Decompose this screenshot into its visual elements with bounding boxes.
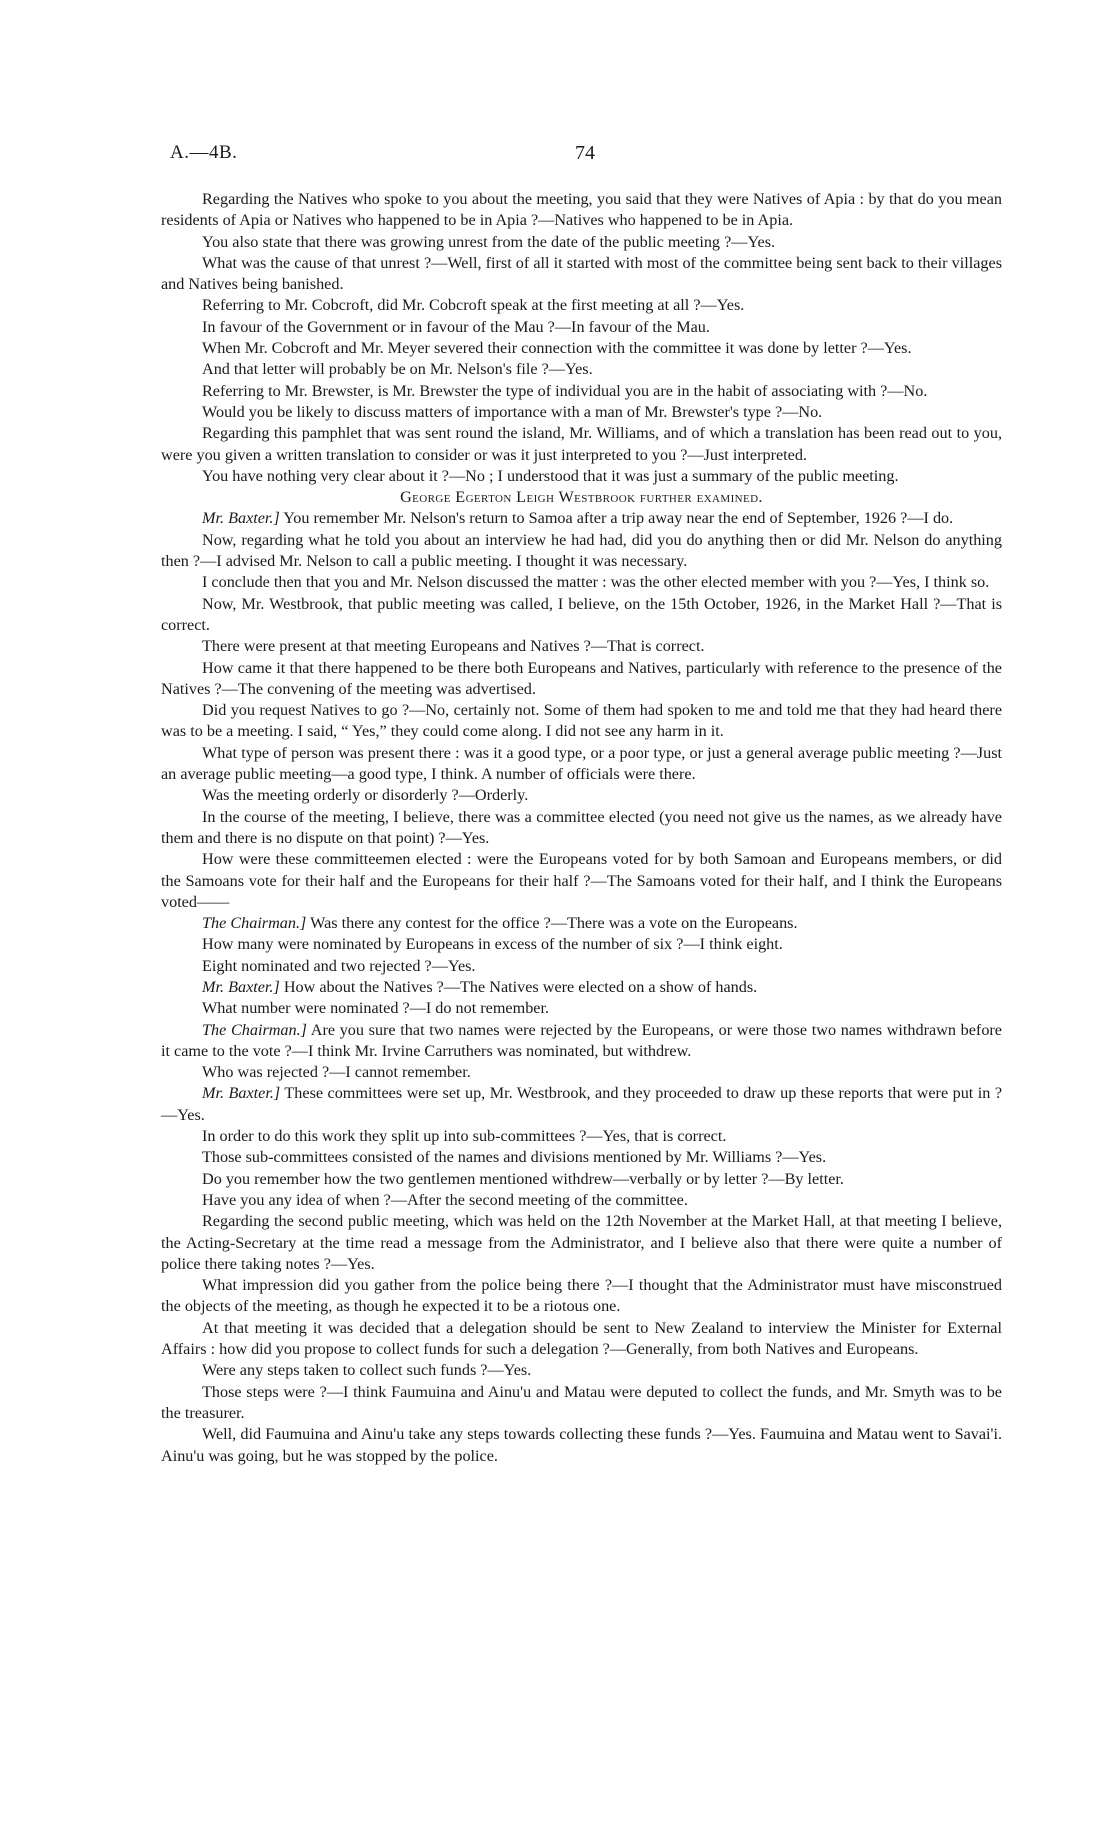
document-reference: A.—4B.	[170, 142, 238, 163]
transcript-paragraph	[161, 1147, 1002, 1168]
transcript-paragraph	[161, 700, 1002, 743]
paragraph-text: What was the cause of that unrest ?—Well, first of all it started with most of the committee being sent back to their villages and Natives being banished.	[161, 253, 1002, 294]
paragraph-text: Regarding the second public meeting, which was held on the 12th November at the Market Hall, at that meeting I believe, the Acting-Secretary at the time read a message from the Administrator, and I believe also that there were quite a number of police there taking notes ?—Yes.	[161, 1212, 1002, 1273]
transcript-paragraph	[161, 743, 1002, 786]
transcript-paragraph	[161, 1318, 1002, 1361]
paragraph-text: And that letter will probably be on Mr. Nelson's file ?—Yes.	[202, 360, 593, 379]
speaker-label: The Chairman.]	[202, 914, 307, 933]
transcript-paragraph	[161, 295, 1002, 316]
transcript-paragraph	[161, 849, 1002, 913]
paragraph-text: Well, did Faumuina and Ainu'u take any steps towards collecting these funds ?—Yes. Faumuina and Matau went to Savai'i. Ainu'u was going, but he was stopped by the police.	[161, 1425, 1002, 1465]
paragraph-text: Those sub-committees consisted of the names and divisions mentioned by Mr. Williams ?—Yes.	[202, 1148, 827, 1167]
paragraph-text: How were these committeemen elected : were the Europeans voted for by both Samoan and Europeans members, or did the Samoans vote for their half and the Europeans for their half ?—The Samoans voted for their half, and I think the Europeans voted——	[161, 850, 1002, 911]
transcript-paragraph	[161, 1083, 1002, 1126]
paragraph-text: You remember Mr. Nelson's return to Samoa after a trip away near the end of September, 1926 ?—I do.	[279, 509, 954, 528]
paragraph-text: At that meeting it was decided that a delegation should be sent to New Zealand to interview the Minister for External Affairs : how did you propose to collect funds for such a delegation ?—Generally, from both Natives and Europeans.	[161, 1318, 1002, 1359]
paragraph-text: Referring to Mr. Brewster, is Mr. Brewster the type of individual you are in the habit of associating with ?—No.	[202, 381, 928, 400]
paragraph-text: Have you any idea of when ?—After the second meeting of the committee.	[202, 1190, 688, 1209]
transcript-paragraph	[161, 338, 1002, 359]
paragraph-text: Regarding the Natives who spoke to you about the meeting, you said that they were Natives of Apia : by that do you mean residents of Apia or Natives who happened to be in Apia ?—Natives who happened to be in Apia.	[161, 190, 1002, 230]
transcript-paragraph	[161, 1169, 1002, 1190]
transcript-paragraph	[161, 594, 1002, 637]
paragraph-text: Now, Mr. Westbrook, that public meeting was called, I believe, on the 15th October, 1926, in the Market Hall ?—That is correct.	[161, 594, 1002, 634]
transcript-paragraph	[161, 934, 1002, 955]
paragraph-text: How came it that there happened to be there both Europeans and Natives, particularly with reference to the presence of the Natives ?—The convening of the meeting was advertised.	[161, 658, 1002, 698]
transcript-paragraph	[161, 572, 1002, 593]
transcript-paragraph	[161, 1126, 1002, 1147]
transcript-paragraph	[161, 636, 1002, 657]
paragraph-text: You also state that there was growing unrest from the date of the public meeting ?—Yes.	[202, 232, 776, 251]
paragraph-text: In favour of the Government or in favour of the Mau ?—In favour of the Mau.	[202, 317, 710, 336]
speaker-label: Mr. Baxter.]	[202, 509, 280, 528]
paragraph-text: What type of person was present there : was it a good type, or a poor type, or just a general average public meeting ?—Just an average public meeting—a good type, I think. A number of officials were there.	[161, 743, 1002, 784]
transcript-paragraph	[161, 956, 1002, 977]
transcript-paragraph	[161, 1424, 1002, 1467]
transcript-paragraph	[161, 423, 1002, 466]
paragraph-text: In order to do this work they split up into sub-committees ?—Yes, that is correct.	[202, 1127, 727, 1146]
speaker-label: Mr. Baxter.]	[202, 1084, 281, 1103]
paragraph-text: You have nothing very clear about it ?—No ; I understood that it was just a summary of the public meeting.	[202, 466, 899, 485]
transcript-paragraph	[161, 381, 1002, 402]
transcript-paragraph	[161, 913, 1002, 934]
transcript-body	[161, 189, 1002, 1467]
speaker-label: The Chairman.]	[202, 1020, 307, 1039]
transcript-paragraph	[161, 189, 1002, 232]
transcript-paragraph	[161, 1020, 1002, 1063]
transcript-paragraph	[161, 1360, 1002, 1381]
paragraph-text: What number were nominated ?—I do not remember.	[202, 999, 550, 1018]
paragraph-text: These committees were set up, Mr. Westbrook, and they proceeded to draw up these reports that were put in ?—Yes.	[161, 1084, 1002, 1124]
transcript-paragraph	[161, 977, 1002, 998]
page-header	[170, 142, 1000, 166]
transcript-paragraph	[161, 530, 1002, 573]
transcript-paragraph	[161, 402, 1002, 423]
paragraph-text: Would you be likely to discuss matters of importance with a man of Mr. Brewster's type ?—No.	[202, 402, 823, 421]
paragraph-text: In the course of the meeting, I believe, there was a committee elected (you need not give us the names, as we already have them and there is no dispute on that point) ?—Yes.	[161, 807, 1002, 847]
paragraph-text: Was the meeting orderly or disorderly ?—Orderly.	[202, 786, 529, 805]
transcript-paragraph	[161, 508, 1002, 529]
paragraph-text: Those steps were ?—I think Faumuina and Ainu'u and Matau were deputed to collect the funds, and Mr. Smyth was to be the treasurer.	[161, 1382, 1002, 1422]
transcript-paragraph	[161, 998, 1002, 1019]
paragraph-text: Who was rejected ?—I cannot remember.	[202, 1063, 471, 1082]
paragraph-text: What impression did you gather from the police being there ?—I thought that the Administrator must have misconstrued the objects of the meeting, as though he expected it to be a riotous one.	[161, 1276, 1002, 1316]
transcript-paragraph	[161, 1382, 1002, 1425]
transcript-paragraph	[161, 1275, 1002, 1318]
paragraph-text: Do you remember how the two gentlemen mentioned withdrew—verbally or by letter ?—By letter.	[202, 1169, 844, 1188]
paragraph-text: Regarding this pamphlet that was sent round the island, Mr. Williams, and of which a translation has been read out to you, were you given a written translation to consider or was it just interpreted to you ?—Just interpreted.	[161, 424, 1002, 464]
paragraph-text: I conclude then that you and Mr. Nelson discussed the matter : was the other elected member with you ?—Yes, I think so.	[202, 573, 990, 592]
speaker-label: Mr. Baxter.]	[202, 977, 280, 996]
paragraph-text: How many were nominated by Europeans in excess of the number of six ?—I think eight.	[202, 935, 783, 954]
paragraph-text: Was there any contest for the office ?—There was a vote on the Europeans.	[306, 914, 798, 933]
transcript-paragraph	[161, 658, 1002, 701]
transcript-paragraph	[161, 359, 1002, 380]
transcript-paragraph	[161, 317, 1002, 338]
paragraph-text: Were any steps taken to collect such funds ?—Yes.	[202, 1361, 532, 1380]
paragraph-text: There were present at that meeting Europeans and Natives ?—That is correct.	[202, 637, 705, 656]
transcript-paragraph	[161, 253, 1002, 296]
transcript-paragraph	[161, 466, 1002, 487]
paragraph-text: When Mr. Cobcroft and Mr. Meyer severed their connection with the committee it was done by letter ?—Yes.	[202, 339, 912, 358]
transcript-paragraph	[161, 1211, 1002, 1275]
paragraph-text: Eight nominated and two rejected ?—Yes.	[202, 956, 476, 975]
paragraph-text: Are you sure that two names were rejected by the Europeans, or were those two names withdrawn before it came to the vote ?—I think Mr. Irvine Carruthers was nominated, but withdrew.	[161, 1020, 1002, 1060]
transcript-paragraph	[161, 1190, 1002, 1211]
paragraph-text: Referring to Mr. Cobcroft, did Mr. Cobcroft speak at the first meeting at all ?—Yes.	[202, 296, 745, 315]
page-number: 74	[575, 142, 595, 164]
paragraph-text: Did you request Natives to go ?—No, certainly not. Some of them had spoken to me and told me that they had heard there was to be a meeting. I said, “ Yes,” they could come along. I did not see any harm in it.	[161, 701, 1002, 741]
transcript-paragraph	[161, 232, 1002, 253]
witness-heading: George Egerton Leigh Westbrook further examined.	[400, 488, 763, 507]
transcript-paragraph	[161, 1062, 1002, 1083]
paragraph-text: Now, regarding what he told you about an interview he had had, did you do anything then or did Mr. Nelson do anything then ?—I advised Mr. Nelson to call a public meeting. I thought it was necessary.	[161, 530, 1002, 571]
transcript-paragraph	[161, 785, 1002, 806]
paragraph-text: How about the Natives ?—The Natives were elected on a show of hands.	[279, 977, 758, 996]
transcript-paragraph	[161, 807, 1002, 850]
